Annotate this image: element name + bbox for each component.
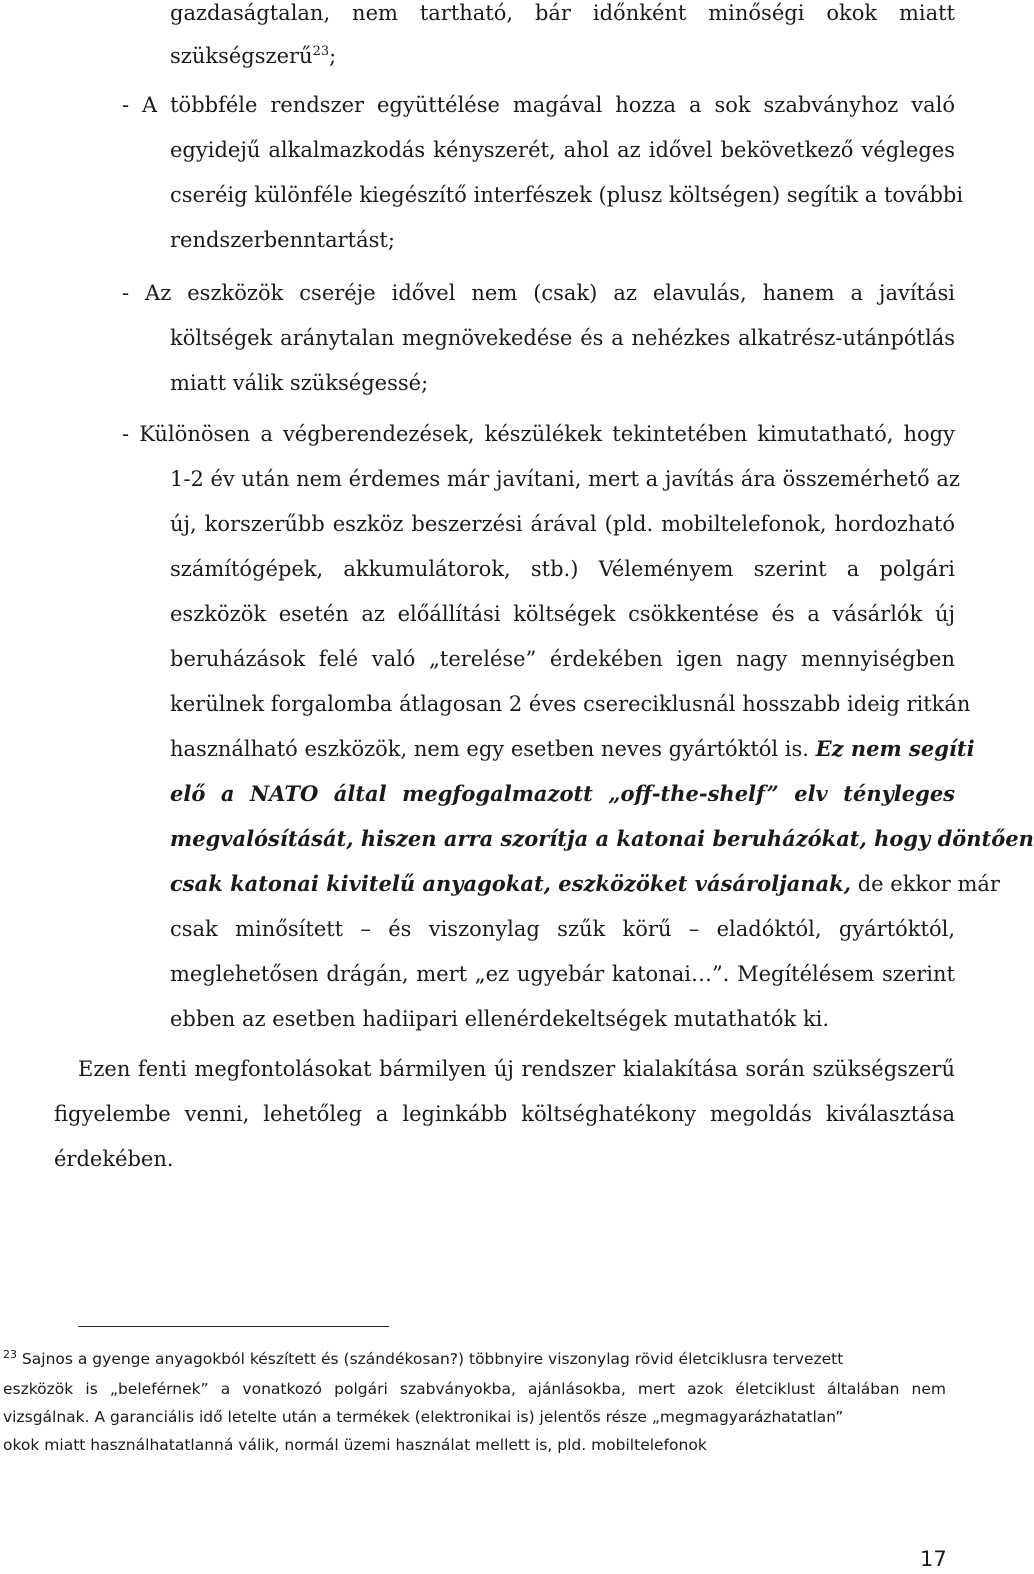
body-line-1: gazdaságtalan, nem tartható, bár időnként minőségi okok miatt	[170, 1, 955, 25]
emphasis-text: Ez nem segíti	[815, 736, 975, 761]
list-item-line: költségek aránytalan megnövekedése és a nehézkes alkatrész-utánpótlás	[170, 326, 955, 350]
list-item-line: eszközök esetén az előállítási költségek csökkentése és a vásárlók új	[170, 602, 955, 626]
list-item-line: csak minősített – és viszonylag szűk körű – eladóktól, gyártóktól,	[170, 917, 955, 941]
body-text: használható eszközök, nem egy esetben neves gyártóktól is.	[170, 737, 816, 761]
list-item-line: 1-2 év után nem érdemes már javítani, mert a javítás ára összemérhető az	[170, 467, 960, 491]
paragraph-line: Ezen fenti megfontolásokat bármilyen új rendszer kialakítása során szükségszerű	[78, 1057, 955, 1081]
list-item-line: kerülnek forgalomba átlagosan 2 éves csereciklusnál hosszabb ideig ritkán	[170, 692, 971, 716]
footnote-reference: 23	[312, 44, 330, 59]
list-item-line: meglehetősen drágán, mert „ez ugyebár katonai…”. Megítélésem szerint	[170, 962, 955, 986]
footnote-text: Sajnos a gyenge anyagokból készített és (szándékosan?) többnyire viszonylag rövid életciklusra tervezett	[17, 1350, 844, 1368]
footnote-marker: 23	[3, 1347, 17, 1361]
body-text: ;	[329, 44, 337, 68]
list-item-line: új, korszerűbb eszköz beszerzési árával (pld. mobiltelefonok, hordozható	[170, 512, 955, 536]
list-item-line	[170, 736, 975, 762]
emphasis-line: elő a NATO által megfogalmazott „off-the-shelf” elv tényleges	[170, 781, 955, 806]
list-item-line: egyidejű alkalmazkodás kényszerét, ahol az idővel bekövetkező végleges	[170, 138, 955, 162]
list-item-line: - A többféle rendszer együttélése magával hozza a sok szabványhoz való	[122, 93, 955, 117]
body-text: de ekkor már	[851, 872, 1000, 896]
list-item-line: - Különösen a végberendezések, készülékek tekintetében kimutatható, hogy	[122, 422, 955, 446]
list-item-line: ebben az esetben hadiipari ellenérdekeltségek mutathatók ki.	[170, 1007, 830, 1031]
list-item-line	[170, 871, 1000, 897]
footnote-line: vizsgálnak. A garanciális idő letelte után a termékek (elektronikai is) jelentős része „megmagyarázhatatlan”	[3, 1408, 844, 1426]
list-item-line: számítógépek, akkumulátorok, stb.) Véleményem szerint a polgári	[170, 557, 955, 581]
list-item-line: miatt válik szükségessé;	[170, 371, 429, 395]
paragraph-line: figyelembe venni, lehetőleg a leginkább költséghatékony megoldás kiválasztása	[54, 1102, 955, 1126]
page-number: 17	[920, 1547, 947, 1571]
emphasis-text: csak katonai kivitelű anyagokat, eszközöket vásároljanak,	[170, 871, 852, 896]
paragraph-line: érdekében.	[54, 1147, 174, 1171]
list-item-line: cseréig különféle kiegészítő interfészek (plusz költségen) segítik a további	[170, 183, 964, 207]
emphasis-line: megvalósítását, hiszen arra szorítja a katonai beruházókat, hogy döntően	[170, 826, 1034, 851]
list-item-line: - Az eszközök cseréje idővel nem (csak) az elavulás, hanem a javítási	[122, 281, 955, 305]
footnote-line: eszközök is „beleférnek” a vonatkozó polgári szabványokba, ajánlásokba, mert azok életciklust általában nem	[3, 1380, 946, 1398]
footnote-line	[3, 1349, 958, 1369]
footnote-line: okok miatt használhatatlanná válik, normál üzemi használat mellett is, pld. mobiltelefonok	[3, 1436, 707, 1454]
list-item-line: rendszerbenntartást;	[170, 228, 395, 252]
list-item-line: beruházások felé való „terelése” érdekében igen nagy mennyiségben	[170, 647, 955, 671]
body-line-2	[170, 43, 570, 69]
footnote-separator	[78, 1326, 389, 1327]
body-text: szükségszerű	[170, 44, 313, 68]
